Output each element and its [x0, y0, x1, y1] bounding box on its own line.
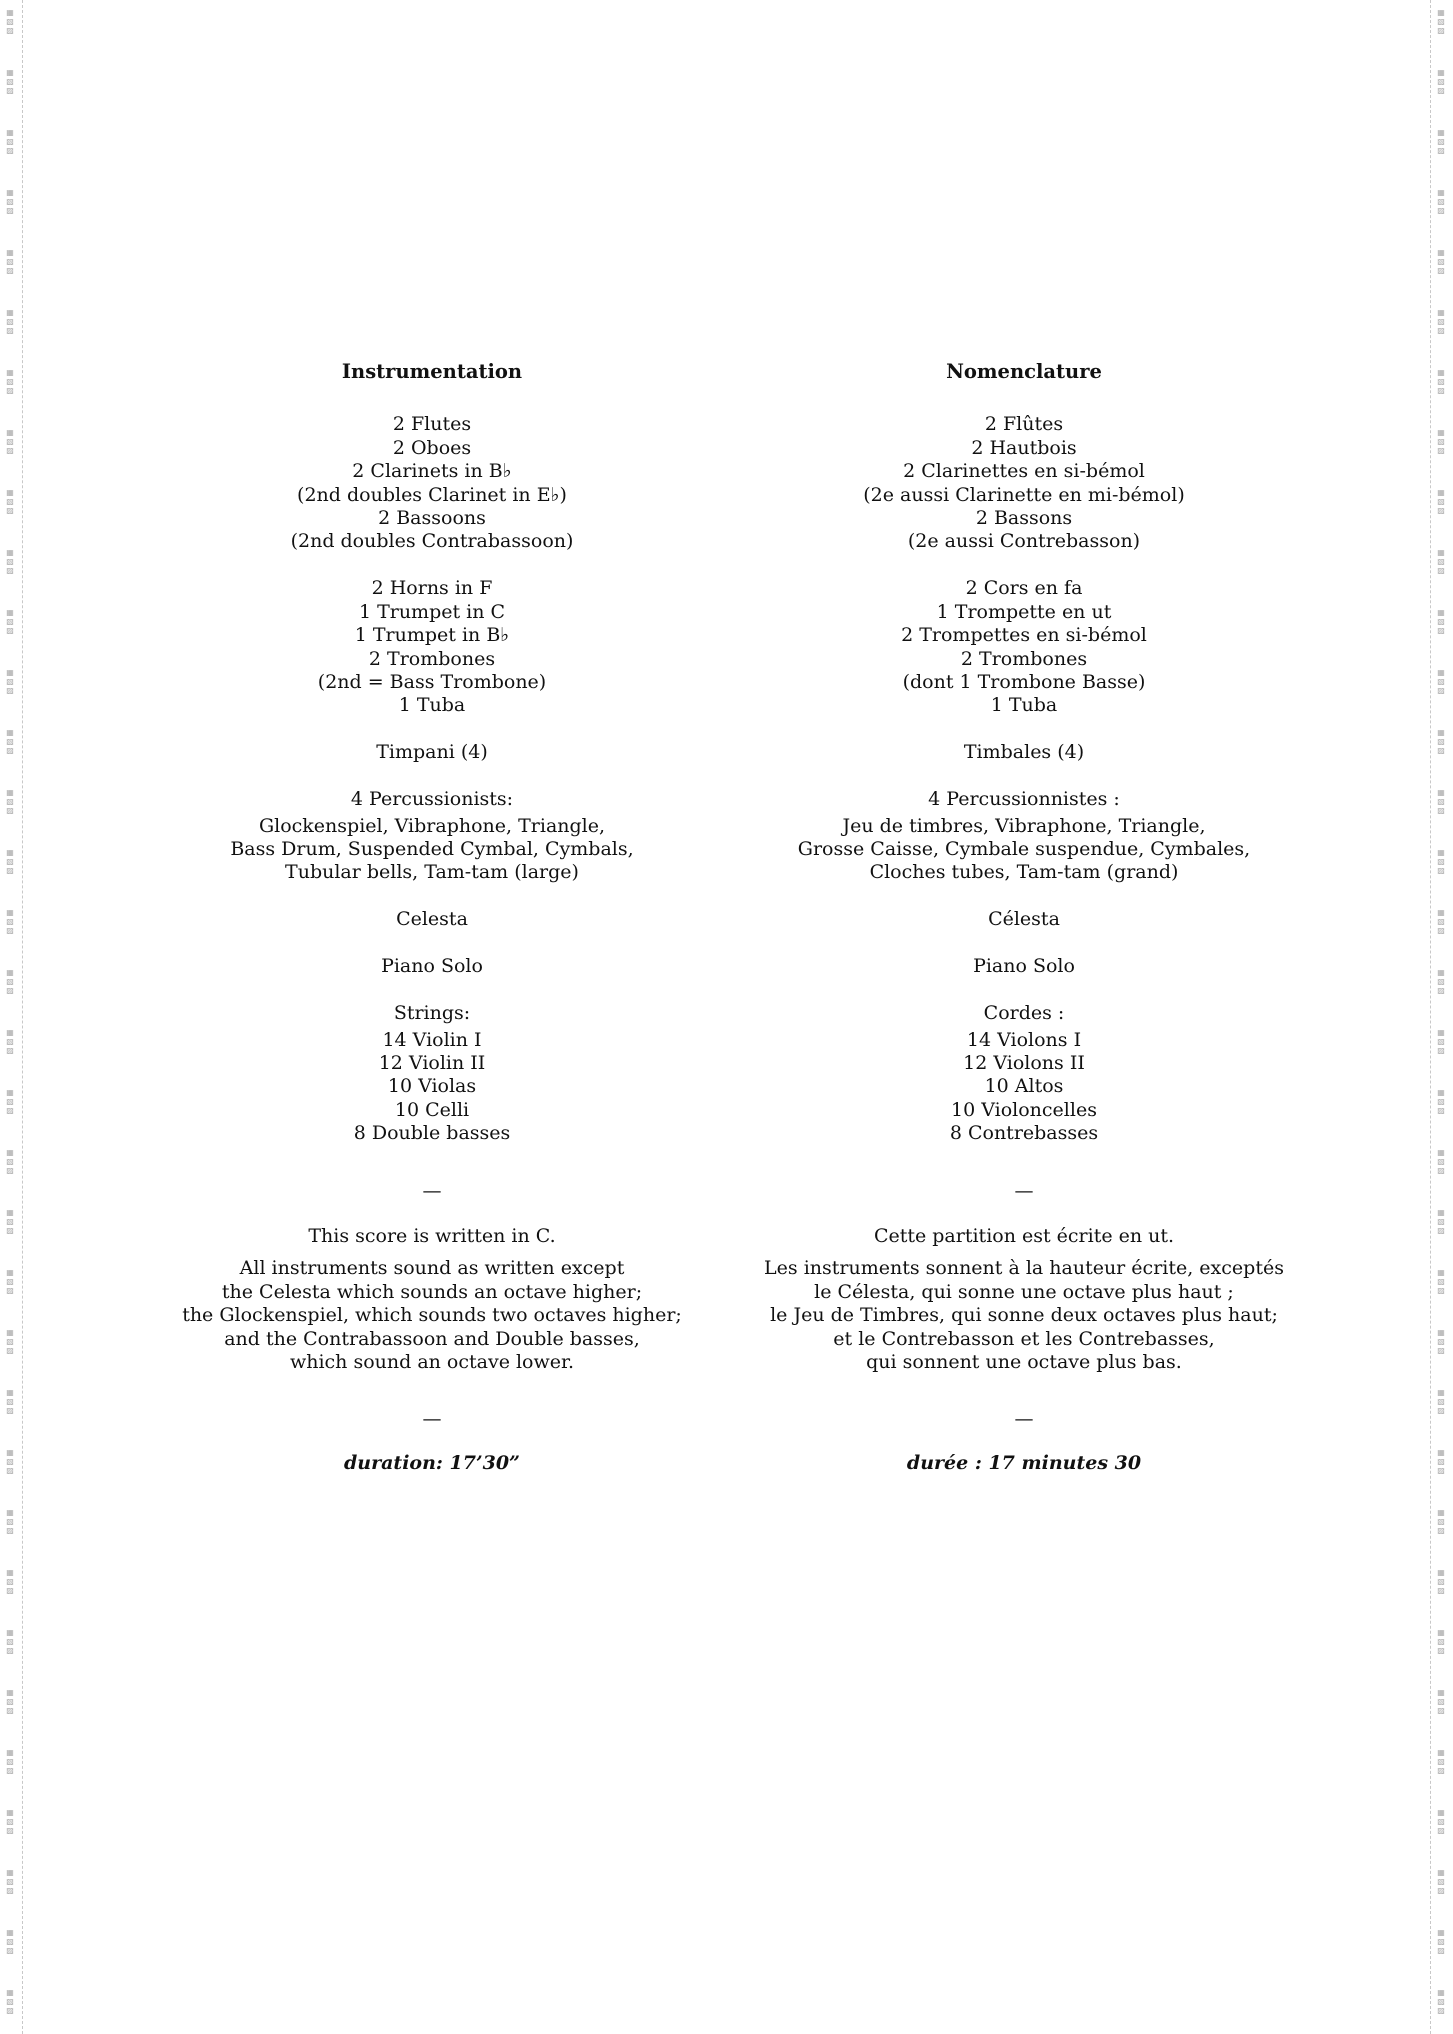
instrumentation-heading: Instrumentation: [341, 360, 523, 383]
margin-mark: ▦ ▧ ▨: [6, 548, 14, 575]
margin-mark: ▦ ▧ ▨: [6, 1988, 14, 2015]
strings-title: Cordes :: [983, 1002, 1065, 1025]
margin-mark: ▦ ▧ ▨: [6, 1328, 14, 1355]
percussion-line: Bass Drum, Suspended Cymbal, Cymbals,: [230, 838, 634, 860]
strings-title: Strings:: [393, 1002, 471, 1025]
margin-mark: ▦ ▧ ▨: [1437, 1928, 1445, 1955]
margin-mark: ▦ ▧ ▨: [1437, 728, 1445, 755]
strings-line: 14 Violin I: [382, 1028, 482, 1051]
margin-mark: ▦ ▧ ▨: [6, 1688, 14, 1715]
margin-mark: ▦ ▧ ▨: [6, 308, 14, 335]
percussion-title: 4 Percussionnistes :: [928, 788, 1120, 811]
margin-mark: ▦ ▧ ▨: [1437, 1748, 1445, 1775]
margin-mark: ▦ ▧ ▨: [1437, 1568, 1445, 1595]
timpani-line: Timpani (4): [376, 741, 488, 764]
separator: —: [1014, 1408, 1034, 1431]
timpani-line: Timbales (4): [963, 741, 1085, 764]
percussion-line: Cloches tubes, Tam-tam (grand): [869, 861, 1179, 884]
transposition-line: Les instruments sonnent à la hauteur écrite, exceptés: [764, 1257, 1284, 1280]
percussion-line: Grosse Caisse, Cymbale suspendue, Cymbales,: [797, 838, 1251, 860]
margin-mark: ▦ ▧ ▨: [6, 428, 14, 455]
instrument-line: (2e aussi Contrebasson): [907, 530, 1141, 553]
instrument-line: 1 Trompette en ut: [936, 600, 1112, 623]
margin-mark: ▦ ▧ ▨: [1437, 368, 1445, 395]
instrument-line: 2 Bassoons: [378, 507, 486, 530]
margin-mark: ▦ ▧ ▨: [6, 128, 14, 155]
margin-mark: ▦ ▧ ▨: [6, 1148, 14, 1175]
margin-mark: ▦ ▧ ▨: [1437, 1628, 1445, 1655]
instrument-line: 2 Clarinettes en si-bémol: [903, 460, 1145, 483]
instrument-line: 2 Bassons: [975, 507, 1073, 530]
margin-mark: ▦ ▧ ▨: [1437, 68, 1445, 95]
margin-mark: ▦ ▧ ▨: [1437, 968, 1445, 995]
strings-line: 12 Violin II: [378, 1051, 486, 1074]
margin-mark: ▦ ▧ ▨: [1437, 1808, 1445, 1835]
nomenclature-column: [744, 360, 1304, 1475]
instrument-line: 2 Trompettes en si-bémol: [901, 624, 1147, 647]
left-margin-strip: [0, 0, 23, 2034]
margin-mark: ▦ ▧ ▨: [1437, 908, 1445, 935]
margin-mark: ▦ ▧ ▨: [1437, 1448, 1445, 1475]
margin-mark: ▦ ▧ ▨: [1437, 848, 1445, 875]
instrumentation-column: [152, 360, 712, 1475]
margin-mark: ▦ ▧ ▨: [6, 1208, 14, 1235]
right-margin-strip: [1430, 0, 1453, 2034]
instrument-line: 2 Hautbois: [971, 436, 1077, 459]
brass-list: [152, 577, 712, 717]
margin-mark: ▦ ▧ ▨: [6, 1448, 14, 1475]
transposition-line: le Célesta, qui sonne une octave plus haut ;: [814, 1280, 1234, 1303]
instrument-line: 1 Tuba: [990, 694, 1058, 717]
margin-mark: ▦ ▧ ▨: [1437, 1148, 1445, 1175]
margin-mark: ▦ ▧ ▨: [1437, 1688, 1445, 1715]
margin-mark: ▦ ▧ ▨: [6, 1568, 14, 1595]
margin-mark: ▦ ▧ ▨: [6, 1628, 14, 1655]
woodwinds-list-fr: [744, 413, 1304, 553]
margin-mark: ▦ ▧ ▨: [6, 848, 14, 875]
instrument-line: 2 Cors en fa: [965, 577, 1083, 600]
margin-mark: ▦ ▧ ▨: [1437, 668, 1445, 695]
instrument-line: 2 Flûtes: [984, 413, 1064, 436]
margin-mark: ▦ ▧ ▨: [6, 1748, 14, 1775]
transposition-line: which sound an octave lower.: [289, 1351, 575, 1373]
transposition-line: the Glockenspiel, which sounds two octaves higher;: [182, 1304, 682, 1327]
transposition-line: the Celesta which sounds an octave higher;: [221, 1280, 643, 1303]
instrument-line: 1 Tuba: [398, 694, 466, 717]
transposition-line: et le Contrebasson et les Contrebasses,: [833, 1327, 1215, 1350]
margin-mark: ▦ ▧ ▨: [1437, 1388, 1445, 1415]
margin-mark: ▦ ▧ ▨: [1437, 1508, 1445, 1535]
margin-mark: ▦ ▧ ▨: [1437, 128, 1445, 155]
instrument-line: 2 Trombones: [960, 647, 1088, 670]
strings-line: 8 Double basses: [353, 1122, 511, 1145]
instrument-line: (2e aussi Clarinette en mi-bémol): [863, 483, 1185, 506]
margin-mark: ▦ ▧ ▨: [6, 1388, 14, 1415]
instrument-line: 2 Oboes: [392, 436, 472, 459]
instrument-line: 2 Horns in F: [371, 577, 493, 600]
instrument-line: 1 Trumpet in B♭: [354, 624, 510, 647]
transposition-line: All instruments sound as written except: [239, 1257, 625, 1280]
margin-mark: ▦ ▧ ▨: [6, 1928, 14, 1955]
strings-line: 10 Violas: [387, 1075, 477, 1098]
margin-mark: ▦ ▧ ▨: [6, 1268, 14, 1295]
celesta-line: Célesta: [988, 908, 1060, 931]
margin-mark: ▦ ▧ ▨: [1437, 428, 1445, 455]
margin-mark: ▦ ▧ ▨: [1437, 788, 1445, 815]
margin-mark: ▦ ▧ ▨: [6, 188, 14, 215]
margin-mark: ▦ ▧ ▨: [6, 788, 14, 815]
margin-mark: ▦ ▧ ▨: [6, 248, 14, 275]
celesta-line: Celesta: [396, 908, 468, 931]
percussion-title: 4 Percussionists:: [350, 788, 514, 811]
strings-line: 12 Violons II: [963, 1051, 1085, 1074]
strings-line: 10 Altos: [984, 1075, 1064, 1098]
margin-mark: ▦ ▧ ▨: [1437, 1028, 1445, 1055]
instrument-line: 2 Flutes: [392, 413, 472, 436]
strings-line: 10 Celli: [394, 1098, 470, 1121]
margin-mark: ▦ ▧ ▨: [6, 368, 14, 395]
margin-mark: ▦ ▧ ▨: [1437, 1268, 1445, 1295]
separator: —: [422, 1179, 442, 1202]
margin-mark: ▦ ▧ ▨: [6, 68, 14, 95]
margin-mark: ▦ ▧ ▨: [6, 1028, 14, 1055]
margin-mark: ▦ ▧ ▨: [1437, 1088, 1445, 1115]
strings-line: 10 Violoncelles: [951, 1098, 1097, 1121]
margin-mark: ▦ ▧ ▨: [6, 728, 14, 755]
transposition-line: le Jeu de Timbres, qui sonne deux octaves plus haut;: [770, 1304, 1278, 1327]
margin-mark: ▦ ▧ ▨: [6, 1508, 14, 1535]
margin-mark: ▦ ▧ ▨: [1437, 548, 1445, 575]
instrument-line: (2nd doubles Clarinet in E♭): [297, 483, 567, 506]
transposition-line: and the Contrabassoon and Double basses,: [224, 1327, 640, 1350]
instrument-line: (dont 1 Trombone Basse): [902, 670, 1146, 693]
strings-line: 14 Violons I: [966, 1028, 1082, 1051]
margin-mark: ▦ ▧ ▨: [1437, 188, 1445, 215]
margin-mark: ▦ ▧ ▨: [6, 608, 14, 635]
duration: duration: 17’30”: [344, 1451, 520, 1474]
strings-line: 8 Contrebasses: [949, 1122, 1099, 1145]
margin-mark: ▦ ▧ ▨: [1437, 608, 1445, 635]
margin-mark: ▦ ▧ ▨: [1437, 1988, 1445, 2015]
margin-mark: ▦ ▧ ▨: [6, 968, 14, 995]
percussion-line: Jeu de timbres, Vibraphone, Triangle,: [842, 814, 1206, 837]
margin-mark: ▦ ▧ ▨: [6, 1808, 14, 1835]
margin-mark: ▦ ▧ ▨: [6, 908, 14, 935]
brass-list-fr: [744, 577, 1304, 717]
transposition-line: qui sonnent une octave plus bas.: [866, 1351, 1182, 1373]
woodwinds-list: [152, 413, 712, 553]
instrument-line: 1 Trumpet in C: [358, 600, 506, 623]
score-note: Cette partition est écrite en ut.: [873, 1224, 1175, 1247]
piano-line: Piano Solo: [973, 955, 1075, 978]
margin-mark: ▦ ▧ ▨: [6, 488, 14, 515]
piano-line: Piano Solo: [381, 955, 483, 978]
margin-mark: ▦ ▧ ▨: [6, 1868, 14, 1895]
percussion-line: Tubular bells, Tam-tam (large): [285, 861, 579, 884]
separator: —: [1014, 1179, 1034, 1202]
margin-mark: ▦ ▧ ▨: [1437, 1328, 1445, 1355]
instrument-line: (2nd = Bass Trombone): [317, 670, 547, 693]
margin-mark: ▦ ▧ ▨: [6, 668, 14, 695]
nomenclature-heading: Nomenclature: [946, 360, 1102, 383]
margin-mark: ▦ ▧ ▨: [1437, 1868, 1445, 1895]
margin-mark: ▦ ▧ ▨: [1437, 1208, 1445, 1235]
margin-mark: ▦ ▧ ▨: [1437, 488, 1445, 515]
duration: durée : 17 minutes 30: [906, 1451, 1142, 1474]
separator: —: [422, 1408, 442, 1431]
instrument-line: 2 Clarinets in B♭: [352, 460, 512, 483]
margin-mark: ▦ ▧ ▨: [6, 1088, 14, 1115]
margin-mark: ▦ ▧ ▨: [1437, 308, 1445, 335]
margin-mark: ▦ ▧ ▨: [1437, 8, 1445, 35]
instrument-line: (2nd doubles Contrabassoon): [290, 530, 574, 553]
instrument-line: 2 Trombones: [368, 647, 496, 670]
percussion-line: Glockenspiel, Vibraphone, Triangle,: [258, 814, 606, 837]
margin-mark: ▦ ▧ ▨: [6, 8, 14, 35]
margin-mark: ▦ ▧ ▨: [1437, 248, 1445, 275]
score-note: This score is written in C.: [308, 1224, 556, 1247]
